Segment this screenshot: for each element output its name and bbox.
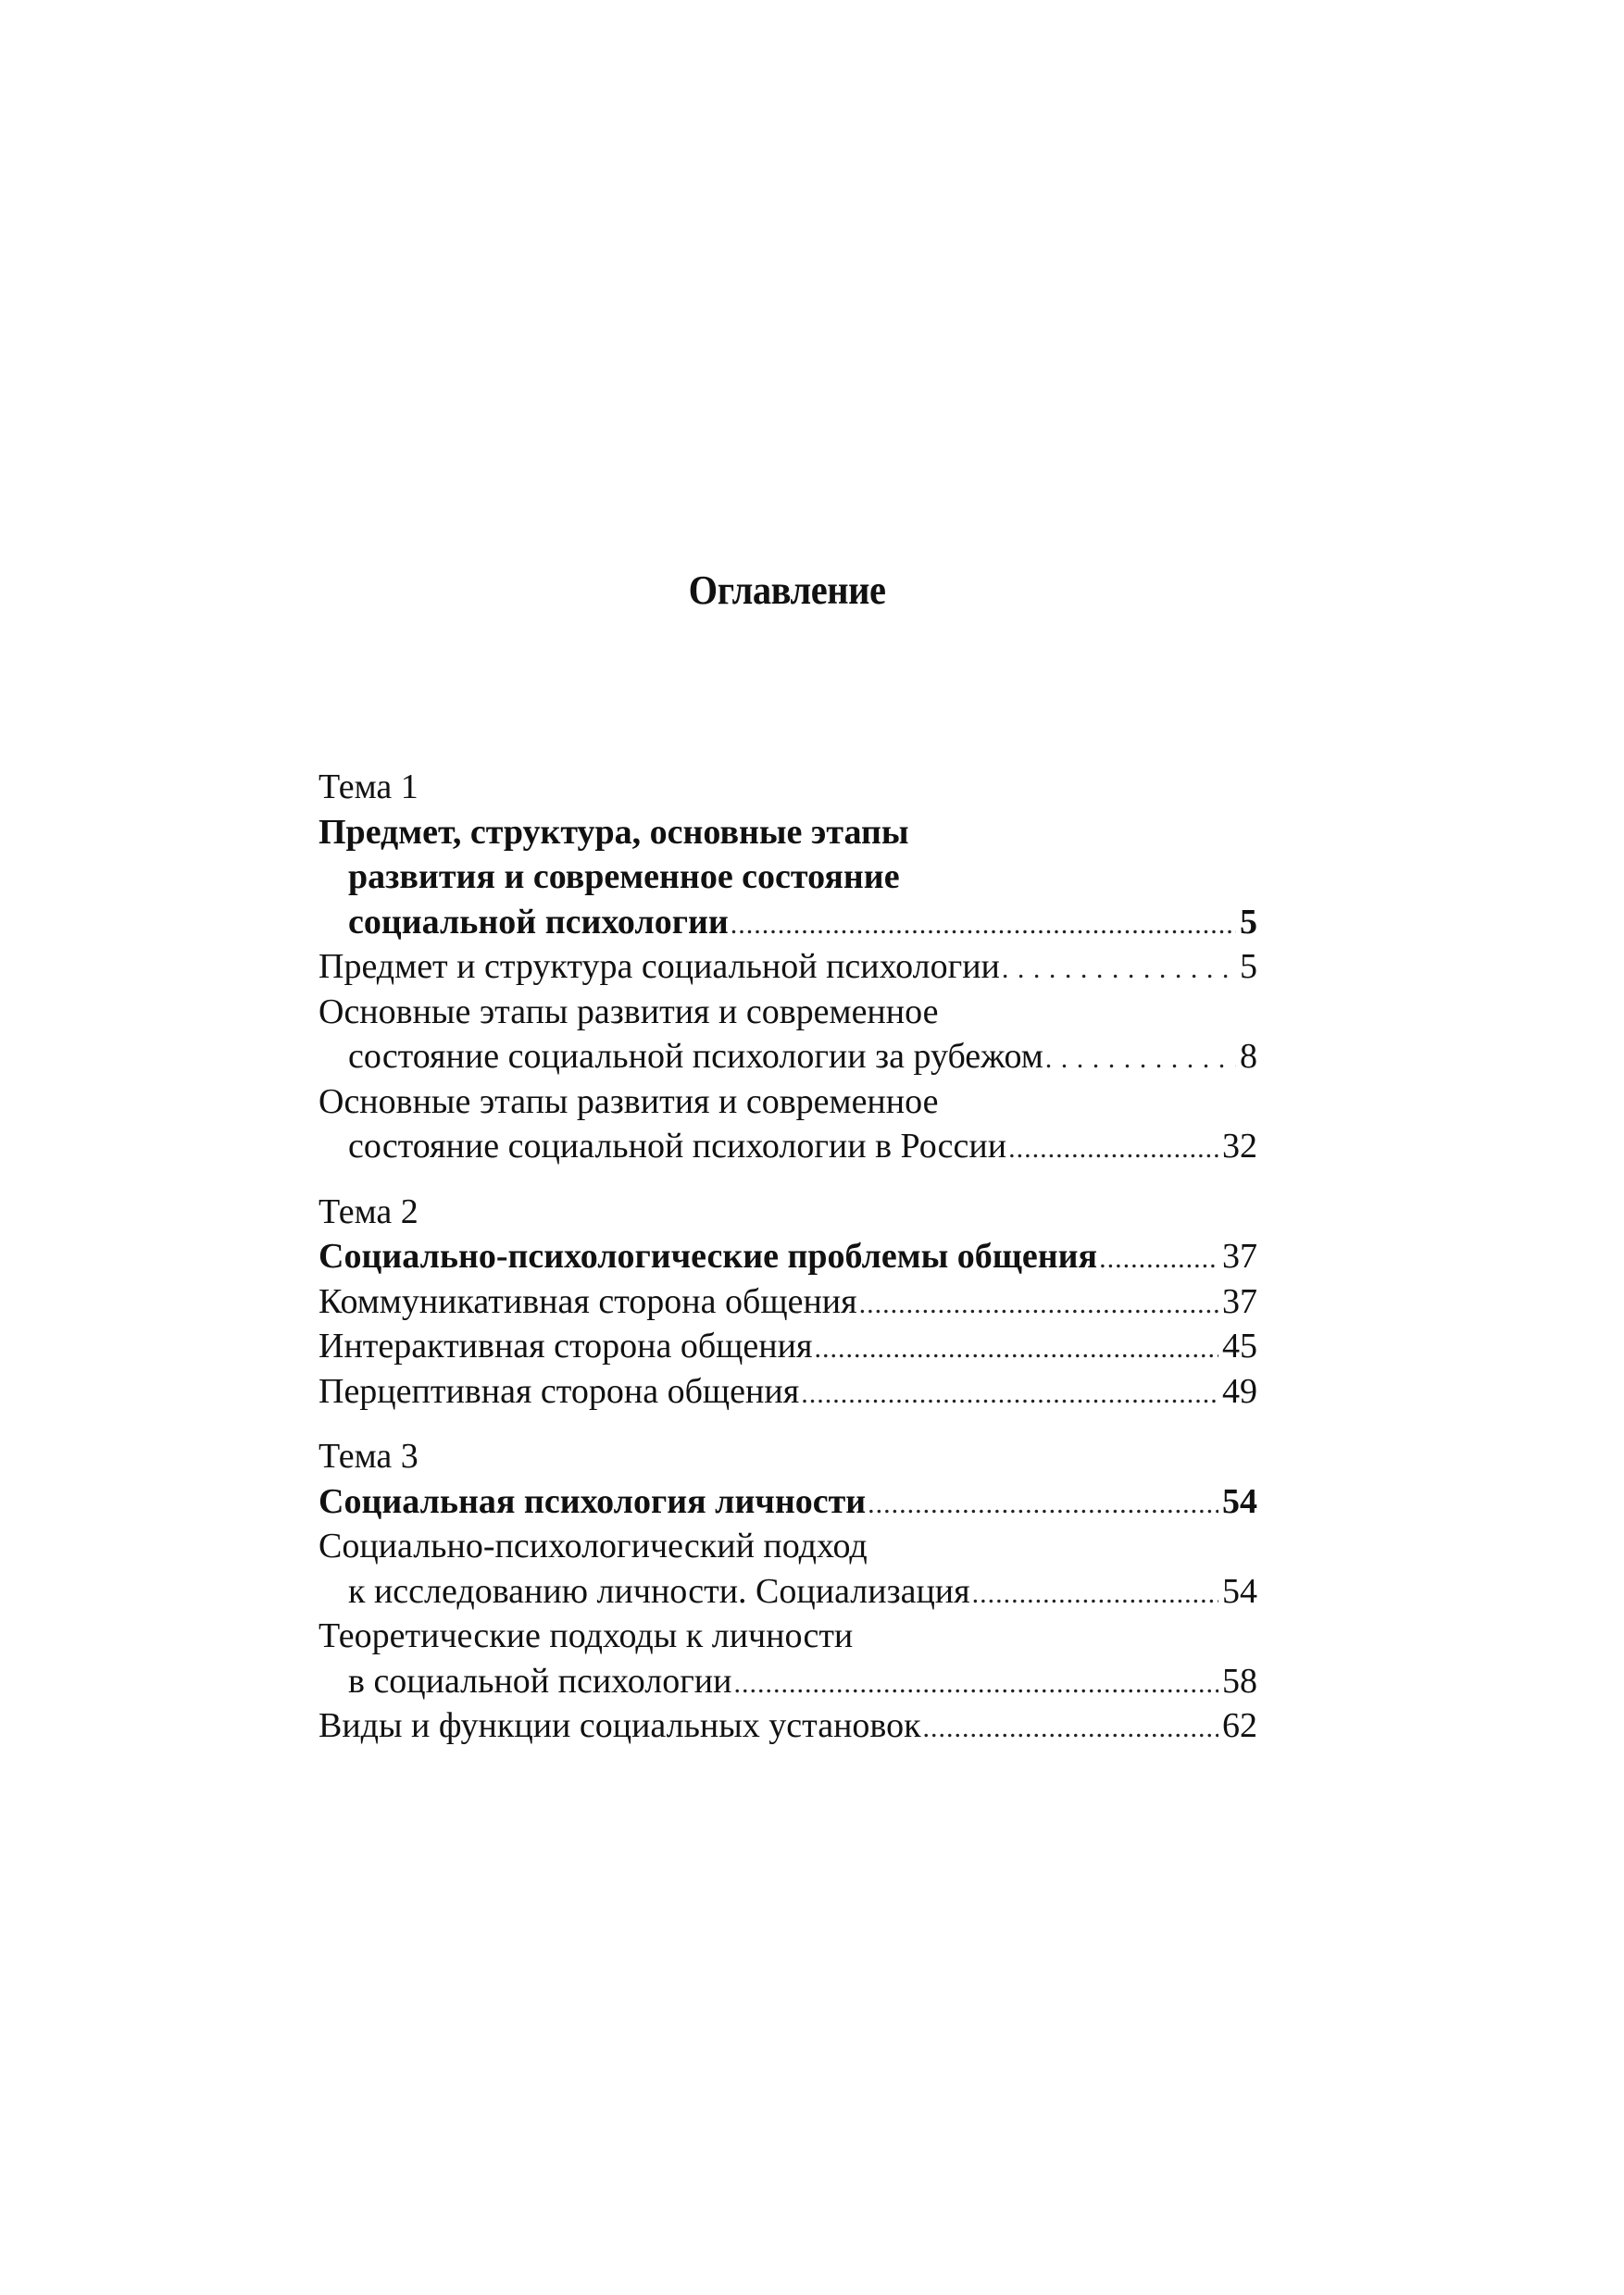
- page-number: 8: [1240, 1037, 1257, 1076]
- entry-title: Основные этапы развития и современное: [319, 1081, 939, 1121]
- page-number: 62: [1222, 1706, 1257, 1745]
- toc-heading[interactable]: [319, 810, 1257, 855]
- table-of-contents: [319, 765, 1257, 1749]
- entry-title: Виды и функции социальных установок: [319, 1706, 921, 1745]
- dot-leader: [731, 903, 1236, 948]
- entry-title: Основные этапы развития и современное: [319, 992, 939, 1031]
- dot-leader: [1008, 1127, 1218, 1172]
- toc-heading[interactable]: [319, 854, 1257, 900]
- toc-heading[interactable]: [319, 900, 1257, 945]
- page-number: 37: [1222, 1281, 1257, 1321]
- dot-leader: [868, 1482, 1218, 1528]
- entry-title: Теоретические подходы к личности: [319, 1616, 854, 1655]
- toc-entry[interactable]: [319, 1703, 1257, 1749]
- topic-1-heading-line-3: социальной психологии: [348, 902, 729, 942]
- topic-1-label: Тема 1: [319, 767, 418, 806]
- entry-title: состояние социальной психологии за рубежом: [348, 1037, 1043, 1076]
- entry-title: к исследованию личности. Социализация: [348, 1571, 970, 1611]
- dot-leader: [801, 1372, 1218, 1417]
- entry-title: в социальной психологии: [348, 1661, 732, 1701]
- topic-label: [319, 765, 1257, 810]
- toc-entry[interactable]: [319, 1614, 1257, 1659]
- topic-1-heading-line-1: Предмет, структура, основные этапы: [319, 812, 909, 852]
- dot-leader: [923, 1706, 1218, 1752]
- toc-entry[interactable]: [319, 1279, 1257, 1325]
- toc-entry[interactable]: [319, 1659, 1257, 1704]
- toc-entry[interactable]: [319, 1079, 1257, 1125]
- page-number: 54: [1222, 1481, 1257, 1521]
- dot-leader: [1099, 1237, 1218, 1282]
- toc-heading[interactable]: [319, 1479, 1257, 1525]
- page-number: 58: [1222, 1661, 1257, 1701]
- page-number: 5: [1240, 947, 1257, 986]
- dot-leader: [1002, 947, 1236, 992]
- entry-title: Перцептивная сторона общения: [319, 1371, 800, 1411]
- page-number: 32: [1222, 1127, 1257, 1166]
- dot-leader: [814, 1327, 1218, 1372]
- page-number: 5: [1240, 902, 1257, 942]
- toc-entry[interactable]: [319, 1034, 1257, 1079]
- topic-label: [319, 1190, 1257, 1235]
- dot-leader: [733, 1662, 1218, 1707]
- entry-title: Предмет и структура социальной психологии: [319, 947, 1000, 986]
- topic-3-heading: Социальная психология личности: [319, 1481, 867, 1521]
- topic-label: [319, 1434, 1257, 1479]
- entry-title: состояние социальной психологии в России: [348, 1127, 1007, 1166]
- toc-entry[interactable]: [319, 1369, 1257, 1415]
- toc-entry[interactable]: [319, 944, 1257, 990]
- toc-entry[interactable]: [319, 1124, 1257, 1169]
- dot-leader: [859, 1282, 1218, 1328]
- page-number: 45: [1222, 1327, 1257, 1366]
- toc-entry[interactable]: [319, 1524, 1257, 1569]
- topic-1-heading-line-2: развития и современное состояние: [348, 857, 900, 896]
- page-number: 49: [1222, 1371, 1257, 1411]
- toc-heading[interactable]: [319, 1234, 1257, 1279]
- page-number: 54: [1222, 1571, 1257, 1611]
- entry-title: Коммуникативная сторона общения: [319, 1281, 857, 1321]
- page-number: 37: [1222, 1237, 1257, 1276]
- toc-entry[interactable]: [319, 990, 1257, 1035]
- topic-2-heading: Социально-психологические проблемы общения: [319, 1237, 1098, 1276]
- toc-entry[interactable]: [319, 1324, 1257, 1369]
- entry-title: Интерактивная сторона общения: [319, 1327, 813, 1366]
- page-title: Оглавление: [688, 568, 886, 613]
- toc-entry[interactable]: [319, 1569, 1257, 1615]
- topic-2-label: Тема 2: [319, 1191, 418, 1231]
- entry-title: Социально-психологический подход: [319, 1527, 868, 1565]
- dot-leader: [972, 1572, 1218, 1617]
- topic-3-label: Тема 3: [319, 1437, 418, 1476]
- dot-leader: [1045, 1037, 1236, 1082]
